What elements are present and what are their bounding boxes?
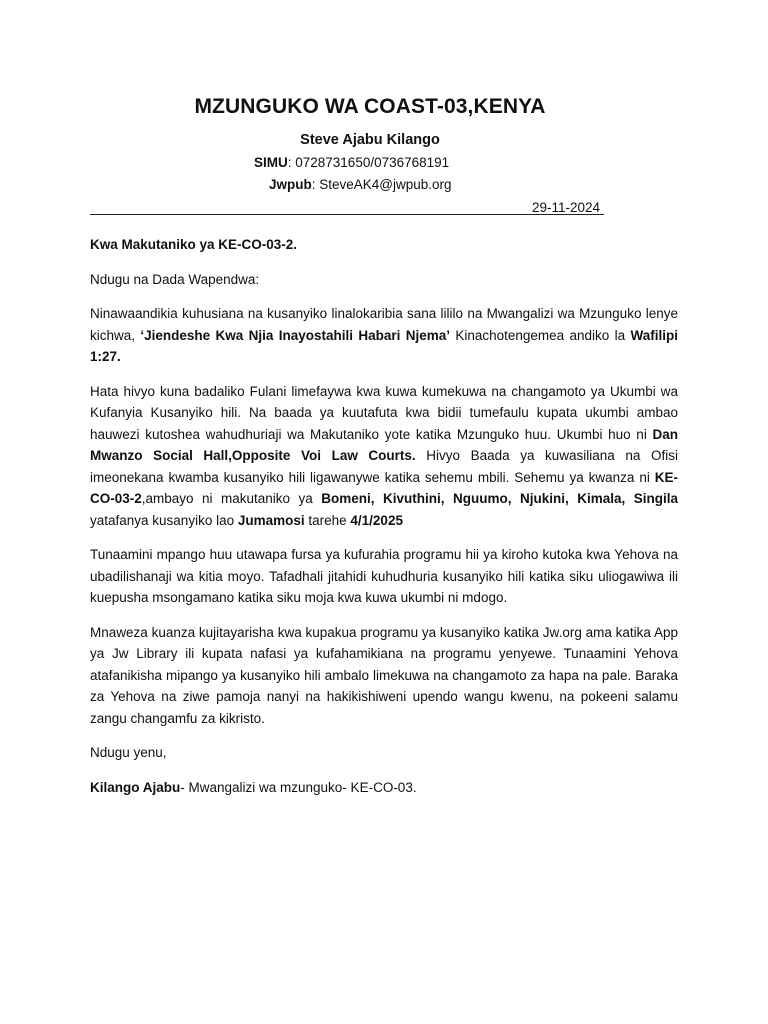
assembly-date: 4/1/2025 [350,512,403,528]
letter-body [90,234,678,811]
venue-text-3: ,ambayo ni makutaniko ya [141,491,322,506]
closing: Ndugu yenu, [90,745,167,760]
paragraph-intro [90,303,678,368]
paragraph-encouragement: Tunaamini mpango huu utawapa fursa ya kufurahia programu hii ya kiroho kutoka kwa Yehova na ubadilishanaji wa kitia moyo. Tafadhali jitahidi kuhudhuria kusanyiko hili katika siku uliogawiwa ili kuepusha msongamano katika siku moja kwa kuwa ukumbi ni mdogo. [90,547,678,605]
scripture-reference: Wafilipi 1:27. [90,327,679,364]
page-title: MZUNGUKO WA COAST-03,KENYA [194,95,546,118]
phone-value: : 0728731650/0736768191 [287,155,450,170]
congregation-group: KE-CO-03-2 [90,469,678,506]
author-name: Steve Ajabu Kilango [300,132,440,148]
header-divider [90,214,604,215]
paragraph-preparation: Mnaweza kuanza kujitayarisha kwa kupakua programu ya kusanyiko katika Jw.org ama katika App ya Jw Library ili kupata nafasi ya kufahamikiana na programu yenyewe. Tunaamini Yehova atafanikisha mipango ya kusanyiko hili ambalo limekuwa na changamoto za hapa na pale. Baraka za Yehova na ziwe pamoja nanyi na hakikishiweni upendo wangu kwenu, na pokeeni salamu zangu changamfu za kikristo. [90,624,678,726]
signature-name: Kilango Ajabu [90,779,181,795]
paragraph-venue [90,381,678,532]
intro-text-2: Kinachotengemea andiko la [449,327,631,343]
letter-date: 29-11-2024 [532,200,601,215]
signature-title: - Mwangalizi wa mzunguko- KE-CO-03. [180,779,417,795]
assembly-day: Jumamosi [237,512,305,528]
assembly-theme: ‘Jiendeshe Kwa Njia Inayostahili Habari Njema’ [140,327,450,343]
greeting: Ndugu na Dada Wapendwa: [90,271,260,287]
signature [90,777,678,799]
email-label: Jwpub [269,177,312,192]
addressee: Kwa Makutaniko ya KE-CO-03-2. [90,237,298,252]
venue-text-5: tarehe [304,512,351,528]
venue-text-2: Hivyo Baada ya kuwasiliana na Ofisi imeonekana kwamba kusanyiko hili ligawanywe katika sehemu mbili. Sehemu ya kwanza ni [90,448,678,485]
phone-line [254,155,449,170]
email-value: : SteveAK4@jwpub.org [311,177,452,192]
venue-name: Dan Mwanzo Social Hall,Opposite Voi Law Courts. [90,426,678,463]
venue-text-4: yatafanya kusanyiko lao [90,512,238,528]
email-line [269,177,452,192]
phone-label: SIMU [254,155,288,170]
congregation-names: Bomeni, Kivuthini, Nguumo, Njukini, Kimala, Singila [321,491,678,506]
venue-text-1: Hata hivyo kuna badaliko Fulani limefaywa kwa kuwa kumekuwa na changamoto ya Ukumbi wa Kufanyia Kusanyiko hili. Na baada ya kuutafuta kwa bidii tumefaulu kupata ukumbi ambao hauwezi kutoshea wahudhuriaji wa Makutaniko yote katika Mzunguko huu. Ukumbi huo ni [90,383,678,442]
intro-text-1: Ninawaandikia kuhusiana na kusanyiko linalokaribia sana lililo na Mwangalizi wa Mzunguko lenye kichwa, [90,306,678,343]
